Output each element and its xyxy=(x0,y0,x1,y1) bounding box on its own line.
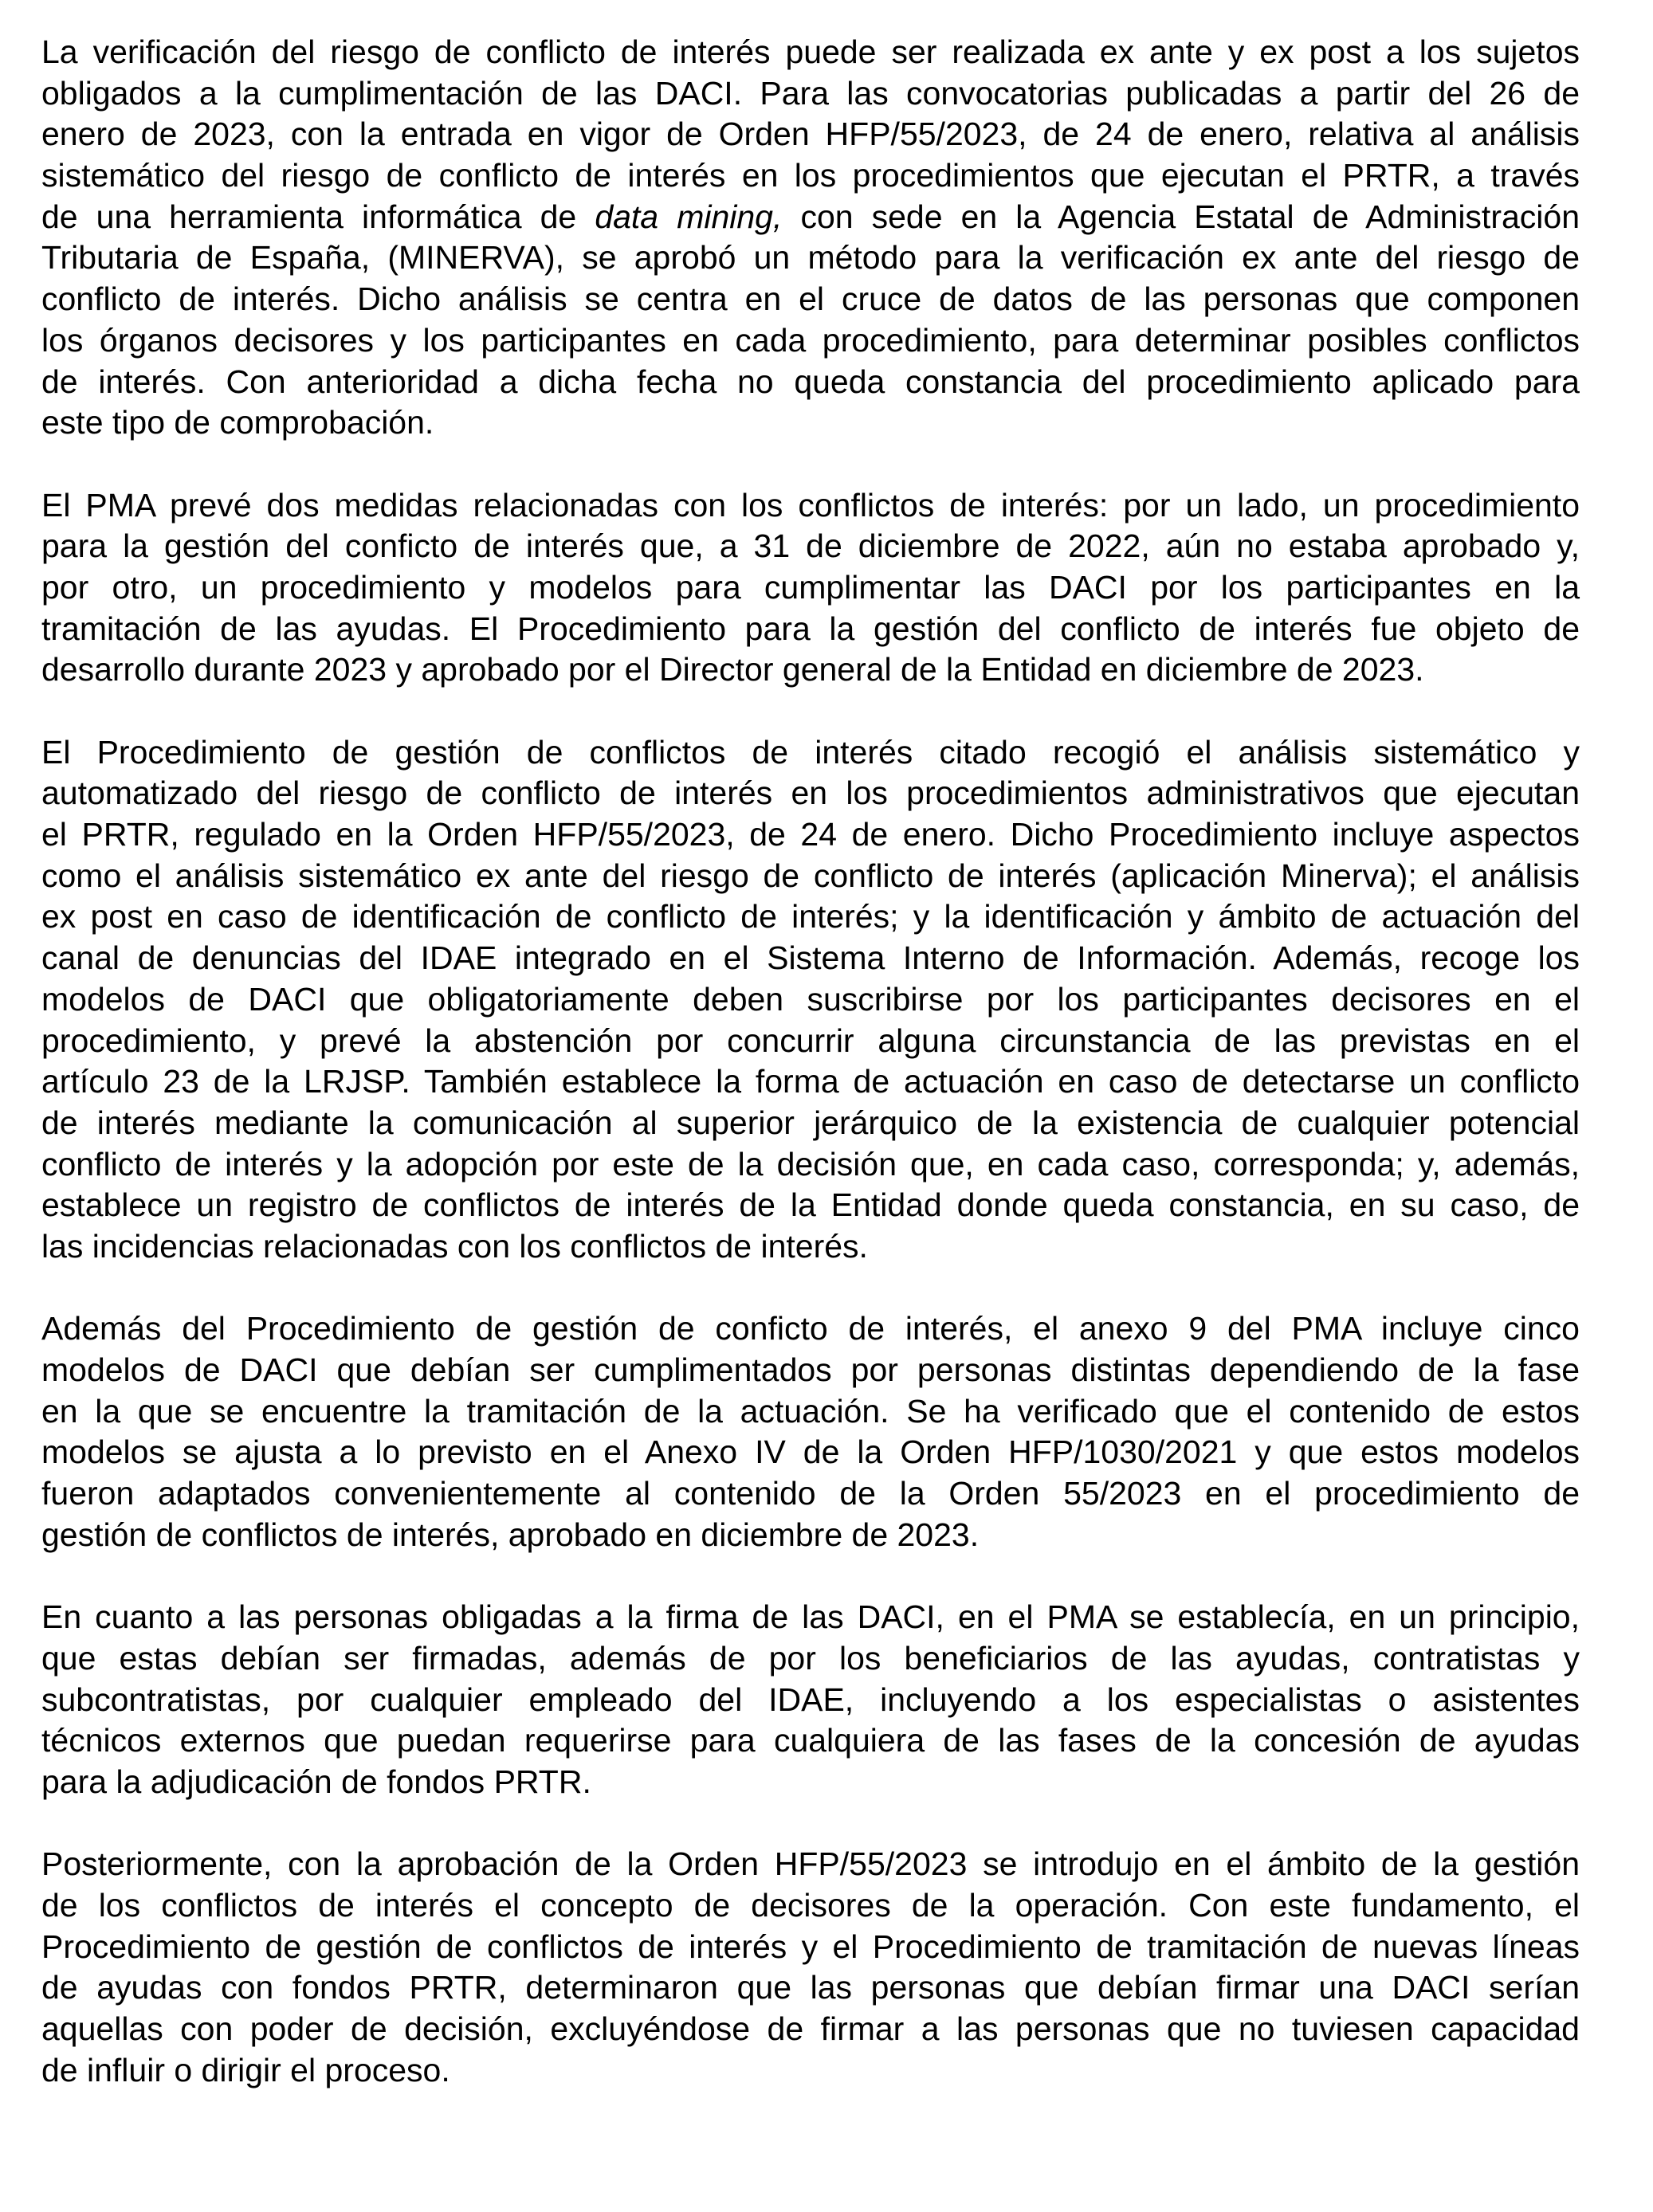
text-line: artículo 23 de la LRJSP. También establece la forma de actuación en caso de detectarse un conflicto xyxy=(41,1063,1580,1100)
text-line: las incidencias relacionadas con los conflictos de interés. xyxy=(41,1227,868,1265)
text-line: La verificación del riesgo de conflicto de interés puede ser realizada ex ante y ex post a los sujetos xyxy=(41,33,1580,70)
text-line: Tributaria de España, (MINERVA), se aprobó un método para la verificación ex ante del riesgo de xyxy=(41,239,1580,276)
text-line: establece un registro de conflictos de interés de la Entidad donde queda constancia, en su caso, de xyxy=(41,1186,1580,1224)
text-line: enero de 2023, con la entrada en vigor de Orden HFP/55/2023, de 24 de enero, relativa al análisis xyxy=(41,116,1580,153)
text-line: modelos de DACI que obligatoriamente deben suscribirse por los participantes decisores en el xyxy=(41,980,1580,1018)
text-line: ex post en caso de identificación de conflicto de interés; y la identificación y ámbito de actuación del xyxy=(41,898,1580,935)
text-line: El PMA prevé dos medidas relacionadas con los conflictos de interés: por un lado, un procedimiento xyxy=(41,486,1580,524)
text-line: modelos se ajusta a lo previsto en el Anexo IV de la Orden HFP/1030/2021 y que estos modelos xyxy=(41,1433,1580,1471)
text-segment: de una herramienta informática de xyxy=(41,198,595,235)
text-line: obligados a la cumplimentación de las DACI. Para las convocatorias publicadas a partir del 26 de xyxy=(41,74,1580,112)
text-segment: con sede en la Agencia Estatal de Administración xyxy=(782,198,1580,235)
text-line: Procedimiento de gestión de conflictos de interés y el Procedimiento de tramitación de nuevas líneas xyxy=(41,1928,1580,1965)
text-line: de los conflictos de interés el concepto de decisores de la operación. Con este fundamento, el xyxy=(41,1886,1580,1924)
text-line: tramitación de las ayudas. El Procedimiento para la gestión del conflicto de interés fue objeto de xyxy=(41,610,1580,647)
paragraph-anexo-modelos-daci xyxy=(41,1308,1580,1555)
paragraph-decisores-operacion xyxy=(41,1844,1580,2091)
text-line: en la que se encuentre la tramitación de la actuación. Se ha verificado que el contenido de estos xyxy=(41,1392,1580,1430)
text-line: modelos de DACI que debían ser cumplimentados por personas distintas dependiendo de la fase xyxy=(41,1351,1580,1388)
text-line: el PRTR, regulado en la Orden HFP/55/2023, de 24 de enero. Dicho Procedimiento incluye aspectos xyxy=(41,816,1580,853)
text-line: técnicos externos que puedan requerirse para cualquiera de las fases de la concesión de ayudas xyxy=(41,1722,1580,1759)
text-line: que estas debían ser firmadas, además de por los beneficiarios de las ayudas, contratistas y xyxy=(41,1639,1580,1677)
text-line: conflicto de interés y la adopción por este de la decisión que, en cada caso, corresponda; y, además, xyxy=(41,1145,1580,1182)
text-line: de interés. Con anterioridad a dicha fecha no queda constancia del procedimiento aplicado para xyxy=(41,363,1580,400)
text-line: para la gestión del conficto de interés que, a 31 de diciembre de 2022, aún no estaba aprobado y, xyxy=(41,528,1580,565)
text-line: por otro, un procedimiento y modelos para cumplimentar las DACI por los participantes en la xyxy=(41,568,1580,606)
text-line: procedimiento, y prevé la abstención por concurrir alguna circunstancia de las previstas en el xyxy=(41,1022,1580,1059)
text-line: subcontratistas, por cualquier empleado del IDAE, incluyendo a los especialistas o asistentes xyxy=(41,1681,1580,1718)
paragraph-pma-medidas xyxy=(41,485,1580,691)
text-line: automatizado del riesgo de conflicto de interés en los procedimientos administrativos que ejecutan xyxy=(41,775,1580,812)
text-line: de interés mediante la comunicación al superior jerárquico de la existencia de cualquier potencial xyxy=(41,1104,1580,1141)
text-line: de influir o dirigir el proceso. xyxy=(41,2051,450,2088)
document-page xyxy=(41,32,1580,2132)
text-line: este tipo de comprobación. xyxy=(41,404,434,441)
paragraph-personas-obligadas xyxy=(41,1597,1580,1802)
text-line xyxy=(41,197,1580,238)
text-line: gestión de conflictos de interés, aprobado en diciembre de 2023. xyxy=(41,1516,980,1553)
text-line: En cuanto a las personas obligadas a la firma de las DACI, en el PMA se establecía, en un principio, xyxy=(41,1598,1580,1636)
text-line: El Procedimiento de gestión de conflictos de interés citado recogió el análisis sistemático y xyxy=(41,733,1580,771)
text-line: conflicto de interés. Dicho análisis se centra en el cruce de datos de las personas que componen xyxy=(41,280,1580,318)
text-line: aquellas con poder de decisión, excluyéndose de firmar a las personas que no tuviesen capacidad xyxy=(41,2010,1580,2047)
text-line: sistemático del riesgo de conflicto de interés en los procedimientos que ejecutan el PRTR, a través xyxy=(41,157,1580,194)
text-line: de ayudas con fondos PRTR, determinaron que las personas que debían firmar una DACI serían xyxy=(41,1969,1580,2006)
paragraph-procedimiento-gestion xyxy=(41,732,1580,1268)
text-line: los órganos decisores y los participantes en cada procedimiento, para determinar posibles conflictos xyxy=(41,321,1580,359)
text-line: para la adjudicación de fondos PRTR. xyxy=(41,1763,591,1800)
text-line: fueron adaptados convenientemente al contenido de la Orden 55/2023 en el procedimiento de xyxy=(41,1475,1580,1512)
text-line: desarrollo durante 2023 y aprobado por el Director general de la Entidad en diciembre de 2023. xyxy=(41,651,1424,688)
text-line: Además del Procedimiento de gestión de conficto de interés, el anexo 9 del PMA incluye cinco xyxy=(41,1310,1580,1347)
text-line: como el análisis sistemático ex ante del riesgo de conflicto de interés (aplicación Minerva); el análisis xyxy=(41,857,1580,894)
italic-term-data-mining: data mining, xyxy=(595,198,783,235)
text-line: Posteriormente, con la aprobación de la Orden HFP/55/2023 se introdujo en el ámbito de la gestión xyxy=(41,1845,1580,1883)
text-line: canal de denuncias del IDAE integrado en el Sistema Interno de Información. Además, recoge los xyxy=(41,939,1580,977)
paragraph-verificacion-riesgo xyxy=(41,32,1580,444)
